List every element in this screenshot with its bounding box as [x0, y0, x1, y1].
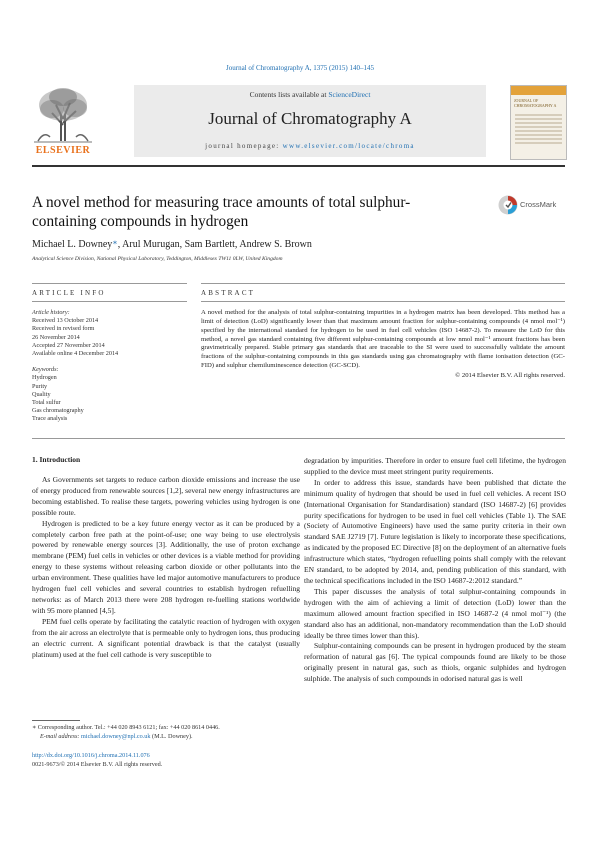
- banner-center: [134, 85, 486, 157]
- affiliation: Analytical Science Division, National Physical Laboratory, Teddington, Middlesex TW11 0LW, United Kingdom: [32, 256, 283, 262]
- corresponding-note: ∗ Corresponding author. Tel.: +44 020 8943 6121; fax: +44 020 8614 0446.: [32, 724, 220, 731]
- homepage-prefix: journal homepage:: [205, 142, 280, 150]
- email-suffix: (M.L. Downey).: [152, 732, 193, 740]
- doi-link[interactable]: http://dx.doi.org/10.1016/j.chroma.2014.11.076: [32, 752, 150, 759]
- paragraph: Hydrogen is predicted to be a key future energy vector as it can be produced by a completely carbon free path at the point-of-use; one way being to use electrolysis powered by renewable energy sources [3]. Additionally, the use of proton exchange membrane (PEM) fuel cells in vehicles or other devices is a viable method for providing energy to these systems without releasing carbon dioxide or other pollutants into the urban environment. These qualities have led major automotive manufacturers to produce hydrogen fuel cell vehicles and several countries to establish hydrogen refuelling networks: as of March 2013 there were 208 hydrogen re-fuelling stations worldwide with 95 more planned [4,5].: [32, 518, 300, 615]
- crossmark-icon: [498, 195, 518, 215]
- keywords-label: Keywords:: [32, 366, 59, 374]
- cover-band: [511, 86, 566, 95]
- contents-line: [134, 90, 486, 99]
- keyword: Trace analysis: [32, 415, 68, 423]
- keyword: Hydrogen: [32, 374, 57, 382]
- doi-block: [32, 752, 162, 769]
- keyword: Total sulfur: [32, 399, 61, 407]
- paragraph: Sulphur-containing compounds can be present in hydrogen produced by the steam reformation of natural gas [6]. The typical compounds found are likely to be those originally present in natural gas, such as thiols, organic sulphides and hydrogen sulphide. The analysis of such compounds in odorised natural gas is well: [304, 641, 566, 684]
- keyword: Quality: [32, 390, 51, 398]
- footnote: [32, 724, 220, 741]
- history-item: Available online 4 December 2014: [32, 350, 119, 358]
- elsevier-wordmark: ELSEVIER: [35, 145, 91, 156]
- sciencedirect-link[interactable]: ScienceDirect: [328, 90, 371, 99]
- journal-cover-thumbnail[interactable]: [510, 85, 567, 160]
- history-item: Received 13 October 2014: [32, 317, 99, 325]
- author-list: [32, 238, 312, 250]
- journal-banner: [32, 85, 565, 163]
- email-label: E-mail address:: [40, 732, 80, 740]
- abstract-bottom-rule: [32, 438, 565, 439]
- crossmark-badge[interactable]: [498, 195, 568, 217]
- email-line: [32, 733, 220, 742]
- cover-title: JOURNAL OF CHROMATOGRAPHY A: [514, 98, 557, 108]
- abstract-text: A novel method for the analysis of total sulphur-containing impurities in a hydrogen matrix has been developed. This method has a limit of detection (LoD) significantly lower than that maximum amount fraction for sulphur-containing compounds (4 nmol mol⁻¹) specified by the international standard for hydrogen to be used in fuel cell vehicles (ISO 14687-2). To measure the LoD for this method, a novel gas standard containing five different sulphur-containing compounds at low nmol mol⁻¹ amount fractions has been gravimetrically prepared. Stable primary gas standards that are traceable to the SI were used to successfully validate the amount fractions of the sulphur-containing compounds in this gas standards using gas chromatography with flame ionisation detection (GC-FID) and sulphur chemiluminescence detection (GC-SCD).: [201, 309, 565, 370]
- contents-prefix: Contents lists available at: [249, 90, 327, 99]
- abstract-heading: ABSTRACT: [201, 289, 256, 297]
- abstract-copyright: © 2014 Elsevier B.V. All rights reserved.: [455, 371, 565, 379]
- paragraph: In order to address this issue, standards have been published that dictate the minimum quality of hydrogen that should be used in fuel cell vehicles. A recent ISO (International Organisation for Standardisation) standard (ISO 14687-2) [6] provides purity specifications for hydrogen to be used in fuel cell vehicles (Table 1). The SAE (Society of Automotive Engineers) have used the same purity criteria in their own standard SAE J2719 [7]. Future legislation is likely to incorporate these specifications, as indicated by the proposed EC Directive [8] on the deployment of an alternative fuels infrastructure which states, “hydrogen refuelling points shall comply with the relevant EN standard, to be adopted by 2014, and, pending publication of this standard, with the technical specifications included in the ISO 14687-2:2012 standard.”: [304, 477, 566, 585]
- email-link[interactable]: michael.downey@npl.co.uk: [81, 732, 151, 740]
- keyword: Gas chromatography: [32, 407, 84, 415]
- crossmark-label: CrossMark: [520, 200, 557, 209]
- elsevier-tree-logo[interactable]: [32, 85, 94, 157]
- footnote-rule: [32, 720, 80, 721]
- paragraph: PEM fuel cells operate by facilitating the catalytic reaction of hydrogen with oxygen from the air across an electrolyte that is permeable only to hydrogen ions, thus producing an electric current. A significant potential drawback is that the catalyst (usually platinum) used at the fuel cell cathode is very susceptible to: [32, 616, 300, 659]
- journal-title: Journal of Chromatography A: [208, 109, 412, 128]
- left-column: [32, 475, 300, 660]
- abstract-body: [201, 309, 565, 381]
- abstract-mid-rule: [201, 301, 565, 302]
- right-column: [304, 456, 566, 685]
- history-item: Accepted 27 November 2014: [32, 341, 105, 349]
- paragraph: This paper discusses the analysis of total sulphur-containing compounds in hydrogen with the aim of achieving a limit of detection (LoD) lower than the maximum allowed amount fraction specified in ISO 14687-2 (4 nmol mol⁻¹) (the standard also has an additional, non-mandatory recommendation than the LoD should ideally be three times lower than this).: [304, 586, 566, 640]
- history-label: Article history:: [32, 309, 70, 316]
- homepage-link[interactable]: www.elsevier.com/locate/chroma: [282, 142, 415, 150]
- history-item: Received in revised form: [32, 325, 95, 333]
- introduction-heading: 1. Introduction: [32, 455, 81, 464]
- article-info-heading: ARTICLE INFO: [32, 289, 106, 297]
- keyword: Purity: [32, 382, 48, 390]
- corresponding-author-link[interactable]: ∗: [112, 238, 118, 247]
- paragraph: As Governments set targets to reduce carbon dioxide emissions and increase the use of energy produced from renewable sources [1,2], several new energy infrastructures are becoming established. To realise these targets, powering vehicles using hydrogen is one possible route.: [32, 475, 300, 517]
- author-primary: Michael L. Downey: [32, 239, 113, 250]
- article-title: A novel method for measuring trace amounts of total sulphur-containing compounds in hydrogen: [32, 194, 411, 230]
- banner-rule: [32, 165, 565, 167]
- history-item: 26 November 2014: [32, 333, 80, 341]
- paragraph: degradation by impurities. Therefore in order to ensure fuel cell lifetime, the hydrogen supplied to the device must meet stringent purity requirements.: [304, 456, 566, 476]
- author-rest: , Arul Murugan, Sam Bartlett, Andrew S. Brown: [117, 239, 312, 250]
- article-history: [32, 309, 172, 424]
- info-mid-rule: [32, 301, 187, 302]
- homepage-line: [134, 142, 486, 150]
- abstract-top-rule: [201, 283, 565, 284]
- journal-citation[interactable]: Journal of Chromatography A, 1375 (2015) 140–145: [226, 64, 374, 72]
- info-top-rule: [32, 283, 187, 284]
- cover-lines: [511, 112, 566, 146]
- issn-line: 0021-9673/© 2014 Elsevier B.V. All rights reserved.: [32, 760, 163, 768]
